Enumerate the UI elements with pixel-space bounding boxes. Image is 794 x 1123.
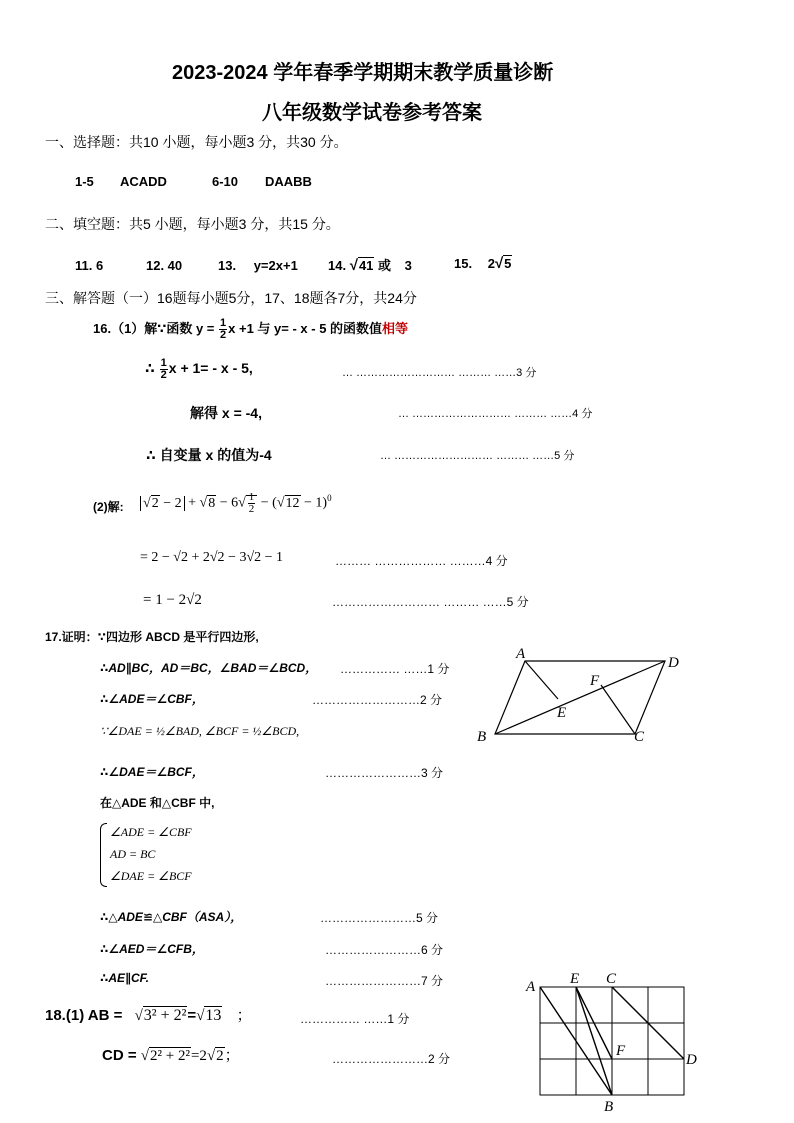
q18-cd-eq: =2 <box>190 1048 207 1064</box>
fill-13-val: y=2x+1 <box>253 258 298 273</box>
q16-part2-label: (2)解: <box>93 500 124 514</box>
section1-heading: 一、选择题：共10 小题，每小题3 分，共30 分。 <box>45 134 348 150</box>
q16-part2-line2: = 1 − 2√2 <box>143 592 202 608</box>
label-d: D <box>668 655 679 671</box>
q16-part1-statement <box>93 318 408 341</box>
q18-line2 <box>102 1044 240 1065</box>
grid-label-a: A <box>526 979 536 995</box>
q16-step3-score: … ……………………… ……… ……5 分 <box>380 450 575 462</box>
q17-line8-score: ……………………7 分 <box>325 974 444 988</box>
sqrt-icon: √ <box>349 257 358 274</box>
q18-ab-eq: = <box>187 1007 197 1024</box>
label-b: B <box>477 729 487 745</box>
grid-label-b: B <box>604 1099 614 1115</box>
q17-line7: ∴∠AED＝∠CFB， <box>100 942 204 956</box>
segment-eb <box>576 987 612 1095</box>
q16-part2-line1: = 2 − √2 + 2√2 − 3√2 − 1 <box>140 550 284 565</box>
q18-ab-label: 18.(1) AB = <box>45 1007 123 1024</box>
q17-line6-score: ……………………5 分 <box>320 911 439 925</box>
q17-line2-score: ………………………2 分 <box>312 693 443 707</box>
q18-cd-result: 2 <box>216 1048 224 1064</box>
q17-line7-score: ……………………6 分 <box>325 943 444 957</box>
choice-range-2: 6-10 <box>212 174 239 189</box>
q16-step3: ∴ 自变量 x 的值为-4 <box>146 447 272 463</box>
grid-label-f: F <box>616 1043 626 1059</box>
label-e: E <box>557 705 567 721</box>
q18-cd-expr: 2² + 2² <box>150 1048 190 1064</box>
q18-ab-semicolon: ； <box>236 1007 252 1024</box>
fill-15-rad: 5 <box>504 256 512 271</box>
q16-step2-score: … ……………………… ……… ……4 分 <box>398 408 593 420</box>
choice-range-1: 1-5 <box>75 174 94 189</box>
q17-line1-score: …………… ……1 分 <box>340 662 450 676</box>
sqrt-icon: √ <box>206 1048 216 1064</box>
q16-part2-expression: √2 − 2 + √8 − 6√ $\frac{1}{2}$ − $(√12 - 1)^0$ <box>140 492 332 515</box>
fill-14-or: 或 <box>378 258 392 273</box>
q16-part2-line2-score: ……………………… ……… ……5 分 <box>332 595 529 609</box>
q18-line1-score: …………… ……1 分 <box>300 1012 410 1026</box>
q17-line1: ∴AD∥BC，AD＝BC，∠BAD＝∠BCD， <box>100 661 318 675</box>
parallelogram-figure <box>470 640 690 750</box>
system-eq-3: ∠DAE = ∠BCF <box>110 869 192 883</box>
q17-intro: 17.证明：∵四边形 ABCD 是平行四边形, <box>45 630 259 644</box>
q17-line4: ∴∠DAE＝∠BCF， <box>100 765 204 779</box>
q16-step1-score: … ……………………… ……… ……3 分 <box>342 367 537 379</box>
title-line-2: 八年级数学试卷参考答案 <box>262 102 482 124</box>
q16-red-word: 相等 <box>382 321 409 336</box>
system-eq-2: AD = BC <box>110 847 156 861</box>
sqrt-icon: √ <box>140 1048 149 1064</box>
grid-label-c: C <box>606 971 617 987</box>
label-c: C <box>634 729 645 745</box>
system-eq-1: ∠ADE = ∠CBF <box>110 825 192 839</box>
q18-line2-score: ……………………2 分 <box>332 1052 451 1066</box>
q18-cd-semicolon: ； <box>224 1048 240 1064</box>
sqrt-icon: √ <box>196 1008 205 1024</box>
fill-answer-12: 12. 40 <box>146 258 183 273</box>
choice-answers-2: DAABB <box>265 174 312 189</box>
q17-line6: ∴△ADE≌△CBF（ASA）， <box>100 910 243 924</box>
segment-ae <box>525 661 558 699</box>
q17-line4-score: ……………………3 分 <box>325 766 444 780</box>
fill-14-val: 3 <box>404 258 412 273</box>
section3-heading: 三、解答题（一）16题每小题5分，17、18题各7分，共24分 <box>45 290 417 306</box>
fill-14-num: 14. <box>328 258 347 273</box>
label-f: F <box>590 673 600 689</box>
grid-figure <box>520 965 710 1115</box>
q16-step2: 解得 x = -4, <box>190 405 262 421</box>
label-a: A <box>516 646 526 662</box>
q18-ab-result: 13 <box>205 1007 222 1024</box>
fill-answer-11: 11. 6 <box>75 258 104 273</box>
grid-label-d: D <box>686 1052 697 1068</box>
q16-prefix: 16.（1）解∵函数 y = <box>93 321 215 336</box>
fill-15-num: 15. <box>454 256 473 271</box>
fraction-half: $\frac{1}{2}$ <box>160 357 167 381</box>
fill-13-num: 13. <box>218 258 237 273</box>
fraction-half: $\frac{1}{2}$ <box>220 317 227 342</box>
sqrt-icon: √ <box>134 1008 143 1024</box>
segment-cf <box>601 685 635 734</box>
q18-cd-label: CD = <box>102 1047 137 1064</box>
sqrt-icon: √ <box>494 255 504 272</box>
q18-ab-expr: 3² + 2² <box>143 1007 187 1024</box>
q18-line1 <box>45 1004 252 1025</box>
q16-middle: x +1 与 y= - x - 5 的函数值 <box>228 321 383 336</box>
choice-answers-1: ACADD <box>120 174 167 189</box>
fill-answer-13 <box>218 258 298 273</box>
fill-14-rad: 41 <box>358 258 374 273</box>
q17-line2: ∴∠ADE＝∠CBF， <box>100 692 204 706</box>
title-line-1: 2023-2024 学年春季学期期末教学质量诊断 <box>172 62 554 84</box>
q17-line5: 在△ADE 和△CBF 中, <box>100 796 215 810</box>
fill-answer-14 <box>328 255 412 274</box>
q16-step1: ∴ $\frac{1}{2}$ x + 1= - x - 5, <box>145 357 253 381</box>
q17-line8: ∴AE∥CF. <box>100 971 150 985</box>
section2-heading: 二、填空题：共5 小题，每小题3 分，共15 分。 <box>45 216 340 232</box>
q17-line3: ∵∠DAE = ½∠BAD, ∠BCF = ½∠BCD, <box>100 724 300 738</box>
fill-answer-15 <box>454 255 512 272</box>
fill-15-coef: 2 <box>487 256 495 271</box>
grid-label-e: E <box>570 971 580 987</box>
q16-part2-line1-score: ……… ……………… ………4 分 <box>335 554 508 568</box>
